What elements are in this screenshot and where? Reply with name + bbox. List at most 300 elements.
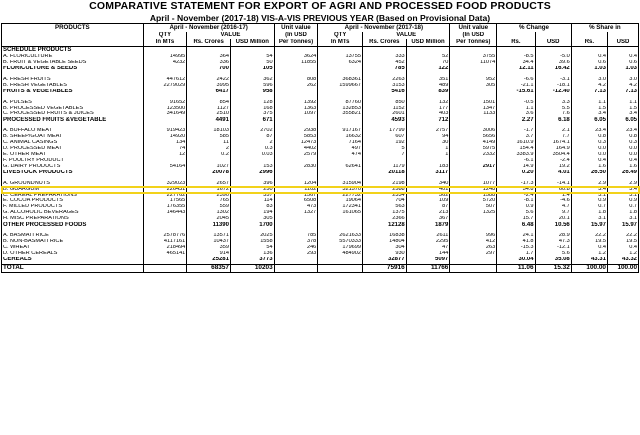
row-label: B. SHEEP/GOAT MEAT <box>2 134 144 140</box>
cell-value: 11855 <box>274 60 318 66</box>
cell-value: 6508 <box>274 198 318 204</box>
cell-value: 54 <box>230 54 274 60</box>
cell-value: 6.18 <box>535 117 571 124</box>
cell-value: 473 <box>274 204 318 210</box>
cell-value: 0.4 <box>607 158 638 164</box>
cell-value: 24.1 <box>497 233 535 239</box>
cell-value <box>318 257 363 265</box>
cell-value: 297 <box>450 251 497 257</box>
cell-value: 3.7 <box>497 134 535 140</box>
cell-value: 28.9 <box>535 233 571 239</box>
cell-value <box>450 222 497 229</box>
cell-value: 341649 <box>143 111 187 117</box>
header-change-usd: USD <box>535 39 571 47</box>
cell-value: 246 <box>274 245 318 251</box>
cell-value: 3.1 <box>607 193 638 199</box>
cell-value: 2.9 <box>607 181 638 187</box>
cell-value: 54.8 <box>497 187 535 193</box>
cell-value: 6.48 <box>497 222 535 229</box>
cell-value: 0.6 <box>607 60 638 66</box>
cell-value: 109 <box>406 198 450 204</box>
header-unit-value-prev: Unit value <box>274 24 318 33</box>
cell-value: 15.32 <box>535 264 571 272</box>
cell-value: 20078 <box>187 170 231 177</box>
cell-value: 70 <box>406 60 450 66</box>
cell-value <box>143 47 187 55</box>
cell-value: 839 <box>406 89 450 96</box>
cell-value: 14804 <box>363 239 407 245</box>
cell-value <box>450 89 497 96</box>
row-label: A. FRESH FRUITS <box>2 77 144 83</box>
cell-value: 144 <box>406 251 450 257</box>
cell-value: -12.40 <box>535 89 571 96</box>
cell-value: 304 <box>363 245 407 251</box>
cell-value: 0.0 <box>571 146 607 152</box>
cell-value: 563 <box>363 204 407 210</box>
cell-value: 132853 <box>318 106 363 112</box>
header-period-prev: April - November (2016-17) <box>143 24 274 33</box>
cell-value: 5720 <box>450 198 497 204</box>
header-per-tonnes-prev: Per Tonnes) <box>274 39 318 47</box>
cell-value: 12 <box>143 152 187 158</box>
cell-value: 3.4 <box>607 111 638 117</box>
section-row <box>2 117 639 124</box>
cell-value: 0.4 <box>607 54 638 60</box>
cell-value: 7.13 <box>607 89 638 96</box>
cell-value: 250 <box>230 187 274 193</box>
cell-value: 359 <box>187 245 231 251</box>
cell-value: 14.9 <box>497 164 535 170</box>
cell-value: 136 <box>230 251 274 257</box>
cell-value: 7.7 <box>535 134 571 140</box>
cell-value: 4149 <box>450 140 497 146</box>
cell-value: 850 <box>363 100 407 106</box>
section-row <box>2 222 639 229</box>
cell-value: 0.9 <box>497 204 535 210</box>
cell-value: -5.0 <box>535 54 571 60</box>
cell-value: 22.2 <box>607 233 638 239</box>
cell-value: 4.01 <box>535 170 571 177</box>
cell-value: 13571 <box>187 233 231 239</box>
cell-value: 3624 <box>274 54 318 60</box>
cell-value <box>274 222 318 229</box>
cell-value: 607 <box>363 134 407 140</box>
cell-value <box>318 170 363 177</box>
row-label: LIVESTOCK PRODUCTS <box>2 170 144 177</box>
cell-value: 12473 <box>274 140 318 146</box>
cell-value: 1327 <box>274 210 318 216</box>
cell-value: 362 <box>230 77 274 83</box>
cell-value: 854 <box>187 100 231 106</box>
cell-value: 3.4 <box>571 187 607 193</box>
cell-value: 474 <box>318 152 363 158</box>
cell-value: 357 <box>230 193 274 199</box>
cell-value: 7 <box>363 152 407 158</box>
page-subtitle: April - November (2017-18) VIS-A-VIS PREVIOUS YEAR (Based on Provisional Data) <box>149 13 491 23</box>
cell-value: 168 <box>230 106 274 112</box>
row-label: C. WHEAT <box>2 245 144 251</box>
row-label: C. CEREAL PREPARATIONS <box>2 193 144 199</box>
cell-value: -15.61 <box>497 89 535 96</box>
cell-value: 74 <box>143 146 187 152</box>
cell-value <box>143 170 187 177</box>
row-label: A. GROUNDNUTS <box>2 181 144 187</box>
cell-value: 2025 <box>230 233 274 239</box>
header-pct-share: % Share in <box>571 24 638 33</box>
cell-value: 2611 <box>406 233 450 239</box>
cell-value: 293 <box>274 251 318 257</box>
cell-value: 2366 <box>363 216 407 222</box>
cell-value: 2332 <box>450 152 497 158</box>
cell-value: 1.6 <box>571 164 607 170</box>
cell-value: 50 <box>230 60 274 66</box>
cell-value <box>143 222 187 229</box>
cell-value <box>143 66 187 73</box>
cell-value: 153 <box>230 164 274 170</box>
cell-value: 6.05 <box>607 117 638 124</box>
cell-value: 329023 <box>143 181 187 187</box>
row-label: B. NON-BASMATI RICE <box>2 239 144 245</box>
cell-value <box>274 47 318 55</box>
cell-value: 25281 <box>187 257 231 265</box>
cell-value <box>406 47 450 55</box>
cell-value: 1700 <box>230 222 274 229</box>
cell-value: 1097 <box>274 111 318 117</box>
cell-value: -0.5 <box>497 100 535 106</box>
cell-value: 1674.1 <box>535 140 571 146</box>
cell-value: 263 <box>450 245 497 251</box>
cell-value: 2334 <box>363 193 407 199</box>
cell-value: 1.4 <box>535 193 571 199</box>
cell-value: 3.1 <box>607 216 638 222</box>
cell-value: 30.04 <box>497 257 535 265</box>
cell-value: 154.4 <box>497 146 535 152</box>
header-share-usd: USD <box>607 39 638 47</box>
cell-value: 1.5 <box>607 106 638 112</box>
header-in-mts-prev: In MTs <box>143 39 187 47</box>
cell-value: 1879 <box>406 222 450 229</box>
cell-value: 0.4 <box>571 54 607 60</box>
cell-value: 30 <box>406 140 450 146</box>
cell-value: -4.6 <box>535 198 571 204</box>
section-row <box>2 170 639 177</box>
cell-value: 100.00 <box>571 264 607 272</box>
cell-value: 671 <box>230 117 274 124</box>
cell-value: 2830 <box>274 164 318 170</box>
cell-value: 134 <box>143 140 187 146</box>
row-label: OTHER PROCESSED FOODS <box>2 222 144 229</box>
cell-value <box>274 117 318 124</box>
cell-value: 808 <box>274 77 318 83</box>
cell-value: 596 <box>230 83 274 89</box>
cell-value: -15.3 <box>497 245 535 251</box>
cell-value: 26.49 <box>607 170 638 177</box>
cell-value: 2917 <box>450 164 497 170</box>
cell-value: 41.8 <box>497 239 535 245</box>
cell-value: -12.1 <box>535 245 571 251</box>
cell-value: 4491 <box>187 117 231 124</box>
cell-value: 2702 <box>230 128 274 134</box>
cell-value: 1302 <box>187 210 231 216</box>
cell-value: 10203 <box>230 264 274 272</box>
cell-value: 465141 <box>143 251 187 257</box>
cell-value: 5.6 <box>497 210 535 216</box>
cell-value: 7.13 <box>571 89 607 96</box>
row-label: B. GUARGUM <box>2 187 144 193</box>
cell-value: 62641 <box>318 164 363 170</box>
cell-value <box>318 66 363 73</box>
cell-value: 1.1 <box>571 100 607 106</box>
cell-value: 15.97 <box>607 222 638 229</box>
cell-value: 5853 <box>274 134 318 140</box>
cell-value: 161065 <box>318 210 363 216</box>
cell-value: 0.20 <box>497 170 535 177</box>
cell-value: 7164 <box>318 140 363 146</box>
cell-value: 2757 <box>406 128 450 134</box>
cell-value: 172341 <box>318 204 363 210</box>
section-row <box>2 66 639 73</box>
cell-value: 34.4 <box>497 60 535 66</box>
cell-value: 13755 <box>318 54 363 60</box>
cell-value: 3.4 <box>571 111 607 117</box>
cell-value: 17799 <box>363 128 407 134</box>
section-row <box>2 47 639 55</box>
cell-value: 83 <box>230 204 274 210</box>
header-products: PRODUCTS <box>2 24 144 33</box>
cell-value: 2601 <box>363 111 407 117</box>
cell-value: 2198 <box>363 181 407 187</box>
cell-value: 0.2 <box>187 152 231 158</box>
cell-value: 3383.9 <box>497 152 535 158</box>
cell-value: 305 <box>230 216 274 222</box>
cell-value: 0.3 <box>571 140 607 146</box>
cell-value: 452 <box>363 60 407 66</box>
total-row <box>2 264 639 272</box>
cell-value: 10.56 <box>535 222 571 229</box>
header-value-prev: VALUE <box>187 32 274 39</box>
row-label: F. MILLED PRODUCTS <box>2 204 144 210</box>
cell-value: 60.8 <box>535 187 571 193</box>
cell-value: 0.0 <box>571 152 607 158</box>
cell-value: 11 <box>187 140 231 146</box>
cell-value: 87 <box>406 204 450 210</box>
cell-value <box>274 257 318 265</box>
row-label: F. POULTRY PRODUCT <box>2 158 144 164</box>
cell-value: 0.0 <box>607 152 638 158</box>
cell-value: 23.4 <box>607 128 638 134</box>
cell-value: 362 <box>406 193 450 199</box>
cell-value: 5 <box>363 146 407 152</box>
cell-value: 2263 <box>363 77 407 83</box>
cell-value: 1.1 <box>607 100 638 106</box>
row-label: A. BUFFALO MEAT <box>2 128 144 134</box>
cell-value <box>230 47 274 55</box>
cell-value <box>143 89 187 96</box>
cell-value: -17.3 <box>497 181 535 187</box>
cell-value: 952 <box>450 77 497 83</box>
header-qty-cur: QTY <box>318 32 363 39</box>
row-label: A. PULSES <box>2 100 144 106</box>
cell-value: 0.3 <box>607 140 638 146</box>
cell-value: 375 <box>230 111 274 117</box>
cell-value: 75916 <box>363 264 407 272</box>
cell-value: 5.5 <box>535 106 571 112</box>
cell-value: -18.1 <box>535 83 571 89</box>
cell-value: 19064 <box>318 198 363 204</box>
cell-value: 15.97 <box>571 222 607 229</box>
cell-value: 12128 <box>363 222 407 229</box>
cell-value: 0.4 <box>571 245 607 251</box>
cell-value <box>274 66 318 73</box>
row-label: CEREALS <box>2 257 144 265</box>
cell-value: 5570333 <box>318 239 363 245</box>
cell-value: 4.7 <box>535 204 571 210</box>
cell-value: 3.1 <box>571 193 607 199</box>
cell-value: 39.6 <box>535 60 571 66</box>
cell-value: 368361 <box>318 77 363 83</box>
cell-value: 183 <box>406 164 450 170</box>
cell-value: 122 <box>406 66 450 73</box>
cell-value <box>274 89 318 96</box>
cell-value: 5656 <box>450 134 497 140</box>
cell-value: 559 <box>187 204 231 210</box>
cell-value: 785 <box>274 233 318 239</box>
cell-value <box>363 47 407 55</box>
cell-value: 226431 <box>143 187 187 193</box>
cell-value: 712 <box>406 117 450 124</box>
cell-value: 213 <box>406 210 450 216</box>
cell-value: 2588 <box>363 187 407 193</box>
header-usd-million-cur: USD Million <box>406 39 450 47</box>
cell-value: 176355 <box>143 204 187 210</box>
cell-value <box>450 47 497 55</box>
cell-value: 351 <box>406 77 450 83</box>
cell-value: 5416 <box>363 89 407 96</box>
header-unit-value-cur: Unit value <box>450 24 497 33</box>
cell-value: 1.03 <box>607 66 638 73</box>
cell-value: 12.11 <box>497 66 535 73</box>
cell-value: 0.9 <box>571 198 607 204</box>
cell-value: 192 <box>363 140 407 146</box>
cell-value: 4402 <box>274 146 318 152</box>
cell-value: 87 <box>230 134 274 140</box>
header-in-mts-cur: In MTs <box>318 39 363 47</box>
cell-value: 23.4 <box>571 128 607 134</box>
cell-value: 704 <box>363 198 407 204</box>
cell-value: 914 <box>187 251 231 257</box>
cell-value: 2579 <box>274 152 318 158</box>
cell-value <box>318 264 363 272</box>
cell-value: 785 <box>363 66 407 73</box>
cell-value: 1 <box>406 152 450 158</box>
cell-value: 2 <box>230 140 274 146</box>
header-rs-crores-prev: Rs. Crores <box>187 39 231 47</box>
cell-value: 91652 <box>143 100 187 106</box>
cell-value: 2996 <box>230 170 274 177</box>
cell-value: 765 <box>187 198 231 204</box>
cell-value: -3.1 <box>535 77 571 83</box>
cell-value: 0.8 <box>607 134 638 140</box>
cell-value: 321570 <box>318 187 363 193</box>
page-title: COMPARATIVE STATEMENT FOR EXPORT OF AGRI AND PROCESSED FOOD PRODUCTS <box>89 0 551 12</box>
header-rs-crores-cur: Rs. Crores <box>363 39 407 47</box>
cell-value: 47 <box>406 245 450 251</box>
row-label: D. PROCESSED MEAT <box>2 146 144 152</box>
export-comparison-table <box>1 23 639 273</box>
cell-value: 16.42 <box>535 66 571 73</box>
cell-value: 1.5 <box>571 106 607 112</box>
cell-value: 3.6 <box>497 111 535 117</box>
cell-value: -2.4 <box>497 193 535 199</box>
cell-value: 0.8 <box>571 134 607 140</box>
cell-value: 2.27 <box>497 117 535 124</box>
cell-value: 1.2 <box>571 251 607 257</box>
cell-value: 87760 <box>318 100 363 106</box>
cell-value: 2390 <box>187 193 231 199</box>
cell-value: 1501 <box>450 100 497 106</box>
cell-value: 1.1 <box>497 106 535 112</box>
cell-value: 3.4 <box>607 187 638 193</box>
cell-value: 15.7 <box>497 216 535 222</box>
cell-value: 1.8 <box>571 210 607 216</box>
cell-value <box>143 117 187 124</box>
cell-value: 507 <box>450 204 497 210</box>
cell-value: 11074 <box>450 60 497 66</box>
cell-value: 6.05 <box>571 117 607 124</box>
cell-value: 3773 <box>230 257 274 265</box>
header-share-rs: Rs. <box>571 39 607 47</box>
row-label: TOTAL <box>2 264 144 272</box>
cell-value: 919423 <box>143 128 187 134</box>
cell-value: 3755 <box>450 54 497 60</box>
cell-value: 26.50 <box>571 170 607 177</box>
cell-value: 2510 <box>187 111 231 117</box>
header-usd-million-prev: USD Million <box>230 39 274 47</box>
cell-value: 2.1 <box>535 128 571 134</box>
cell-value: 2295 <box>406 239 450 245</box>
row-label: PROCESSED FRUITS &VEGETABLE <box>2 117 144 124</box>
cell-value: 43.32 <box>607 257 638 265</box>
cell-value: 54164 <box>143 164 187 170</box>
cell-value <box>274 264 318 272</box>
cell-value: 0.4 <box>607 245 638 251</box>
cell-value: 585 <box>187 134 231 140</box>
cell-value <box>318 47 363 55</box>
cell-value: 3153 <box>363 83 407 89</box>
cell-value: 179699 <box>318 245 363 251</box>
cell-value: 1558 <box>230 239 274 245</box>
cell-value: 1588 <box>450 193 497 199</box>
cell-value: 401 <box>406 187 450 193</box>
header-row-1 <box>2 24 639 33</box>
row-label: C. PROCESSED FRUITS & JUICES <box>2 111 144 117</box>
header-pct-change: % Change <box>497 24 572 33</box>
section-row <box>2 89 639 96</box>
cell-value: 4.2 <box>607 83 638 89</box>
cell-value <box>571 47 607 55</box>
cell-value <box>450 264 497 272</box>
cell-value <box>497 47 535 55</box>
cell-value: 218494 <box>143 245 187 251</box>
cell-value: 0.4 <box>571 158 607 164</box>
cell-value: 0.6 <box>571 60 607 66</box>
cell-value: 3.0 <box>571 77 607 83</box>
cell-value: 128 <box>230 100 274 106</box>
cell-value: 11.06 <box>497 264 535 272</box>
cell-value: 4593 <box>363 117 407 124</box>
header-period-cur: April - November (2017-18) <box>318 24 450 33</box>
cell-value: 3.1 <box>571 216 607 222</box>
